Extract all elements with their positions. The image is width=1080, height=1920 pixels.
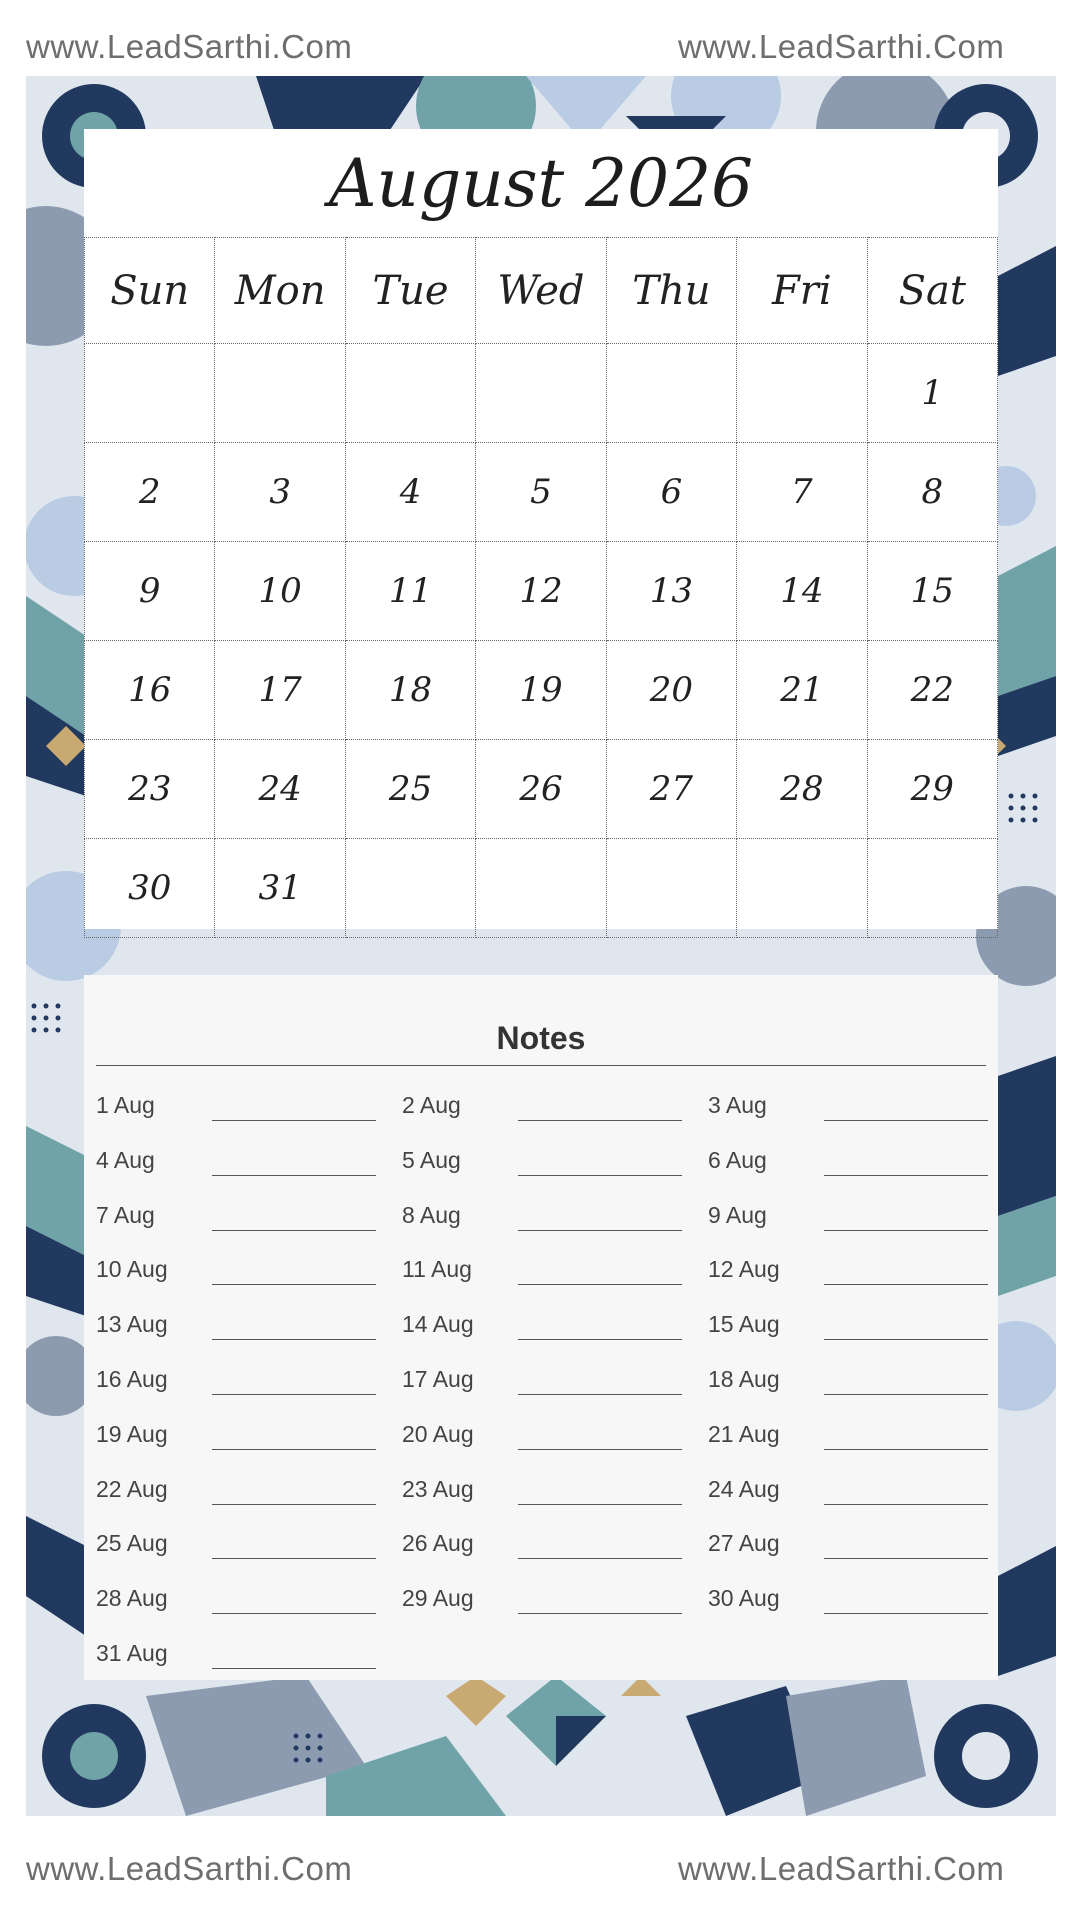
day-cell: 20	[606, 641, 736, 740]
note-write-line	[212, 1668, 376, 1669]
day-cell	[476, 839, 606, 938]
note-date-label: 10 Aug	[96, 1256, 168, 1283]
note-write-line	[212, 1230, 376, 1231]
note-write-line	[824, 1230, 988, 1231]
note-entry	[708, 1413, 998, 1453]
day-cell: 9	[85, 542, 215, 641]
weekday-header-row	[85, 238, 998, 344]
note-date-label: 19 Aug	[96, 1420, 168, 1447]
day-cell	[345, 344, 475, 443]
watermark-bottom-right: www.LeadSarthi.Com	[678, 1850, 1005, 1887]
note-date-label: 14 Aug	[402, 1311, 474, 1338]
note-write-line	[824, 1120, 988, 1121]
note-date-label: 24 Aug	[708, 1475, 780, 1502]
note-entry	[96, 1303, 386, 1343]
note-entry	[96, 1084, 386, 1124]
note-date-label: 17 Aug	[402, 1366, 474, 1392]
note-write-line	[518, 1284, 682, 1285]
note-date-label: 11 Aug	[402, 1256, 472, 1283]
watermark-top-right: www.LeadSarthi.Com	[678, 28, 1005, 65]
note-date-label: 21 Aug	[708, 1420, 780, 1447]
day-cell: 10	[215, 542, 345, 641]
day-cell: 27	[606, 740, 736, 839]
note-entry	[708, 1522, 998, 1562]
day-cell: 30	[85, 839, 215, 938]
day-cell: 17	[215, 641, 345, 740]
day-cell	[215, 344, 345, 443]
note-date-label: 23 Aug	[402, 1475, 474, 1502]
note-write-line	[824, 1558, 988, 1559]
week-row	[85, 344, 998, 443]
note-date-label: 7 Aug	[96, 1201, 155, 1228]
note-entry	[96, 1468, 386, 1508]
note-entry	[402, 1084, 692, 1124]
note-entry	[402, 1522, 692, 1562]
watermark-bottom-left: www.LeadSarthi.Com	[26, 1850, 353, 1887]
note-write-line	[518, 1504, 682, 1505]
note-write-line	[824, 1504, 988, 1505]
note-date-label: 15 Aug	[708, 1311, 780, 1338]
day-cell: 28	[737, 740, 867, 839]
day-cell: 2	[85, 443, 215, 542]
note-write-line	[518, 1558, 682, 1559]
day-cell: 23	[85, 740, 215, 839]
note-date-label: 8 Aug	[402, 1201, 461, 1228]
note-date-label: 3 Aug	[708, 1092, 767, 1118]
day-cell	[476, 344, 606, 443]
day-cell: 19	[476, 641, 606, 740]
week-row	[85, 641, 998, 740]
note-entry	[96, 1358, 386, 1398]
week-row	[85, 443, 998, 542]
note-date-label: 20 Aug	[402, 1420, 474, 1447]
notes-title: Notes	[496, 1020, 586, 1056]
note-write-line	[518, 1230, 682, 1231]
note-entry	[708, 1303, 998, 1343]
day-cell: 21	[737, 641, 867, 740]
note-date-label: 5 Aug	[402, 1146, 461, 1173]
note-entry	[402, 1468, 692, 1508]
day-cell: 6	[606, 443, 736, 542]
note-date-label: 18 Aug	[708, 1366, 780, 1392]
note-entry	[402, 1358, 692, 1398]
note-write-line	[824, 1613, 988, 1614]
week-row	[85, 542, 998, 641]
day-cell: 13	[606, 542, 736, 641]
note-write-line	[518, 1339, 682, 1340]
note-write-line	[518, 1175, 682, 1176]
note-date-label: 31 Aug	[96, 1640, 168, 1666]
note-write-line	[212, 1613, 376, 1614]
day-cell	[867, 839, 997, 938]
day-cell: 1	[867, 344, 997, 443]
note-entry	[708, 1139, 998, 1179]
note-write-line	[212, 1284, 376, 1285]
note-entry	[96, 1632, 386, 1672]
day-cell: 31	[215, 839, 345, 938]
day-cell: 11	[345, 542, 475, 641]
calendar-grid	[84, 237, 998, 938]
note-entry	[96, 1139, 386, 1179]
note-date-label: 26 Aug	[402, 1530, 474, 1557]
note-entry	[708, 1248, 998, 1288]
day-cell: 29	[867, 740, 997, 839]
note-entry	[96, 1413, 386, 1453]
note-write-line	[212, 1504, 376, 1505]
weekday-thu: Thu	[606, 238, 736, 344]
day-cell	[85, 344, 215, 443]
note-entry	[402, 1413, 692, 1453]
week-row	[85, 740, 998, 839]
note-entry	[708, 1194, 998, 1234]
weekday-wed: Wed	[476, 238, 606, 344]
week-row	[85, 839, 998, 938]
day-cell	[737, 839, 867, 938]
day-cell: 22	[867, 641, 997, 740]
note-entry	[96, 1577, 386, 1617]
day-cell: 3	[215, 443, 345, 542]
day-cell: 4	[345, 443, 475, 542]
note-date-label: 30 Aug	[708, 1585, 780, 1612]
note-write-line	[518, 1394, 682, 1395]
day-cell: 24	[215, 740, 345, 839]
note-write-line	[518, 1449, 682, 1450]
day-cell: 25	[345, 740, 475, 839]
note-date-label: 1 Aug	[96, 1092, 155, 1118]
watermark-top-left: www.LeadSarthi.Com	[26, 28, 353, 65]
note-write-line	[212, 1175, 376, 1176]
note-entry	[708, 1577, 998, 1617]
note-entry	[402, 1303, 692, 1343]
note-date-label: 27 Aug	[708, 1530, 780, 1557]
note-date-label: 16 Aug	[96, 1366, 168, 1392]
weekday-mon: Mon	[215, 238, 345, 344]
weekday-fri: Fri	[737, 238, 867, 344]
day-cell: 5	[476, 443, 606, 542]
note-date-label: 4 Aug	[96, 1146, 155, 1173]
note-write-line	[824, 1284, 988, 1285]
weekday-tue: Tue	[345, 238, 475, 344]
note-entry	[96, 1522, 386, 1562]
note-write-line	[212, 1339, 376, 1340]
weekday-sat: Sat	[867, 238, 997, 344]
note-entry	[708, 1358, 998, 1398]
day-cell: 7	[737, 443, 867, 542]
notes-divider	[96, 1065, 986, 1066]
calendar-title: August 2026	[328, 145, 754, 222]
day-cell	[737, 344, 867, 443]
note-entry	[96, 1194, 386, 1234]
note-write-line	[518, 1613, 682, 1614]
day-cell: 8	[867, 443, 997, 542]
note-date-label: 6 Aug	[708, 1146, 767, 1173]
note-entry	[402, 1139, 692, 1179]
day-cell	[606, 344, 736, 443]
note-write-line	[824, 1339, 988, 1340]
note-date-label: 13 Aug	[96, 1311, 168, 1338]
note-write-line	[824, 1449, 988, 1450]
note-entry	[708, 1468, 998, 1508]
note-date-label: 29 Aug	[402, 1585, 474, 1612]
day-cell: 26	[476, 740, 606, 839]
note-date-label: 12 Aug	[708, 1256, 780, 1283]
note-write-line	[212, 1449, 376, 1450]
note-date-label: 2 Aug	[402, 1092, 461, 1118]
day-cell	[606, 839, 736, 938]
day-cell: 12	[476, 542, 606, 641]
note-date-label: 22 Aug	[96, 1475, 168, 1502]
note-write-line	[212, 1558, 376, 1559]
note-write-line	[212, 1120, 376, 1121]
note-entry	[402, 1577, 692, 1617]
day-cell: 16	[85, 641, 215, 740]
day-cell: 14	[737, 542, 867, 641]
note-write-line	[824, 1394, 988, 1395]
note-write-line	[518, 1120, 682, 1121]
note-write-line	[824, 1175, 988, 1176]
note-date-label: 25 Aug	[96, 1530, 168, 1557]
weekday-sun: Sun	[85, 238, 215, 344]
note-date-label: 28 Aug	[96, 1585, 168, 1612]
note-write-line	[212, 1394, 376, 1395]
note-entry	[402, 1194, 692, 1234]
day-cell: 15	[867, 542, 997, 641]
day-cell: 18	[345, 641, 475, 740]
note-entry	[402, 1248, 692, 1288]
note-date-label: 9 Aug	[708, 1201, 767, 1228]
note-entry	[96, 1248, 386, 1288]
note-entry	[708, 1084, 998, 1124]
day-cell	[345, 839, 475, 938]
